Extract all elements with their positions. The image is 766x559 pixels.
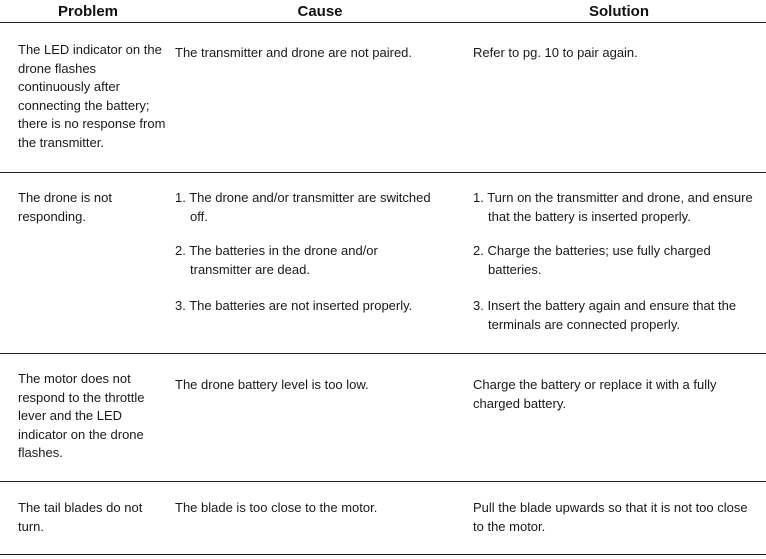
row-3-cause: The drone battery level is too low. <box>175 377 369 392</box>
row-1-solution: Refer to pg. 10 to pair again. <box>473 45 638 60</box>
row-2-solution-3: 3. Insert the battery again and ensure that the terminals are connected properly. <box>473 298 737 332</box>
row-3-problem: The motor does not respond to the throttle lever and the LED indicator on the drone flashes. <box>18 371 145 460</box>
header-cause: Cause <box>297 3 343 20</box>
row-divider-4 <box>0 554 766 555</box>
header-problem: Problem <box>57 3 118 20</box>
header-solution: Solution <box>589 3 649 20</box>
header-divider <box>0 22 766 23</box>
row-2-problem: The drone is not responding. <box>18 190 112 224</box>
row-4-solution: Pull the blade upwards so that it is not too close to the motor. <box>473 500 748 534</box>
row-divider-3 <box>0 481 766 482</box>
row-2-cause-3: 3. The batteries are not inserted properly. <box>175 298 413 313</box>
row-2-cause-2: 2. The batteries in the drone and/or transmitter are dead. <box>175 243 378 277</box>
row-2-cause-1: 1. The drone and/or transmitter are switched off. <box>175 190 431 224</box>
row-3-solution: Charge the battery or replace it with a fully charged battery. <box>473 377 717 411</box>
row-1-problem: The LED indicator on the drone flashes continuously after connecting the battery; there is no response from the transmitter. <box>18 42 166 150</box>
row-4-problem: The tail blades do not turn. <box>18 500 143 534</box>
row-1-cause: The transmitter and drone are not paired. <box>175 45 413 60</box>
row-divider-2 <box>0 353 766 354</box>
row-4-cause: The blade is too close to the motor. <box>175 500 378 515</box>
row-2-solution-1: 1. Turn on the transmitter and drone, and ensure that the battery is inserted properly. <box>473 190 753 224</box>
row-2-solution-2: 2. Charge the batteries; use fully charged batteries. <box>473 243 711 277</box>
row-divider-1 <box>0 172 766 173</box>
